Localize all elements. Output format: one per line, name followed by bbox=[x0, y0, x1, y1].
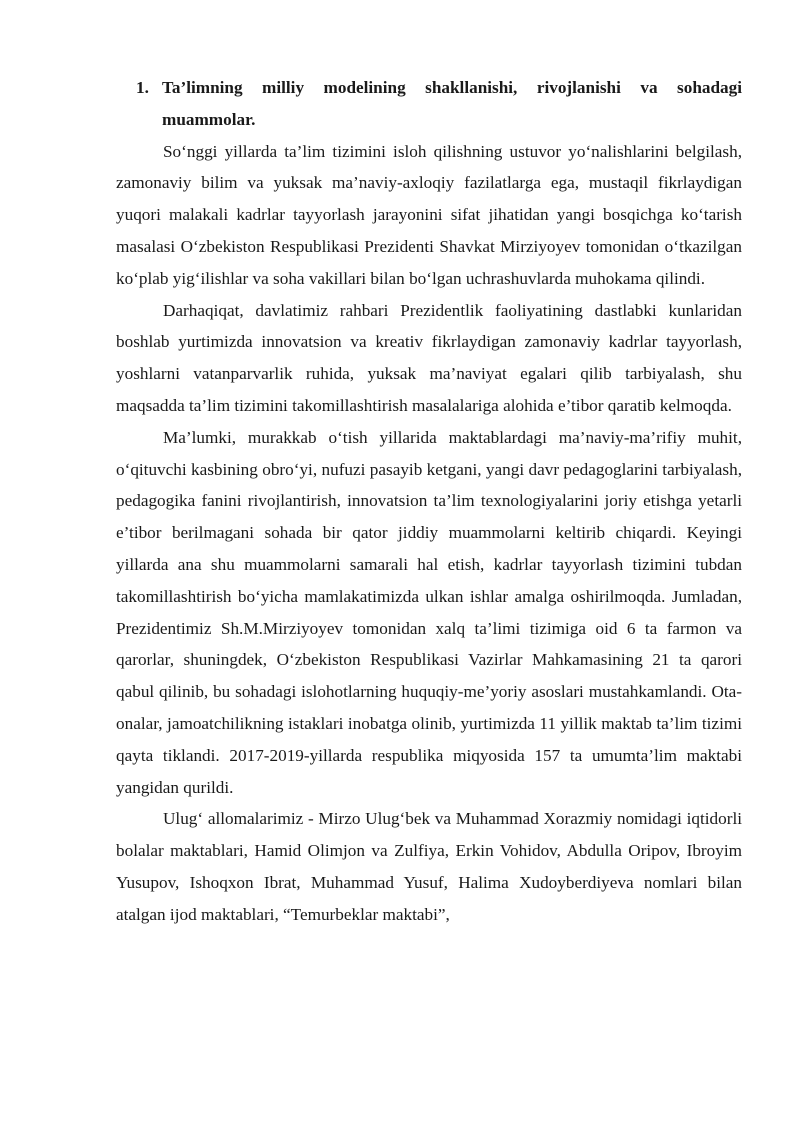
paragraph-4: Ulug‘ allomalarimiz - Mirzo Ulug‘bek va Muhammad Xorazmiy nomidagi iqtidorli bolalar maktablari, Hamid Olimjon va Zulfiya, Erkin Vohidov, Abdulla Oripov, Ibroyim Yusupov, Ishoqxon Ibrat, Muhammad Yusuf, Halima Xudoyberdiyeva nomlari bilan atalgan ijod maktablari, “Temurbeklar maktabi”, bbox=[116, 809, 742, 924]
section-number: 1. bbox=[136, 78, 149, 97]
paragraph-1: So‘nggi yillarda ta’lim tizimini isloh qilishning ustuvor yo‘nalishlarini belgilash, zamonaviy bilim va yuksak ma’naviy-axloqiy fazilatlarga ega, mustaqil fikrlaydigan yuqori malakali kadrlar tayyorlash jarayonini sifat jihatidan yangi bosqichga ko‘tarish masalasi O‘zbekiston Respublikasi Prezidenti Shavkat Mirziyoyev tomonidan o‘tkazilgan ko‘plab yig‘ilishlar va soha vakillari bilan bo‘lgan uchrashuvlarda muhokama qilindi. bbox=[116, 141, 742, 288]
section-title: Ta’limning milliy modelining shakllanishi, rivojlanishi va sohadagi muammolar. bbox=[162, 78, 742, 129]
document-body bbox=[116, 72, 742, 931]
section-heading bbox=[116, 72, 742, 136]
paragraph-2: Darhaqiqat, davlatimiz rahbari Prezidentlik faoliyatining dastlabki kunlaridan boshlab yurtimizda innovatsion va kreativ fikrlaydigan zamonaviy kadrlar tayyorlash, yoshlarni vatanparvarlik ruhida, yuksak ma’naviyat egalari qilib tarbiyalash, shu maqsadda ta’lim tizimini takomillashtirish masalalariga alohida e’tibor qaratib kelmoqda. bbox=[116, 300, 742, 415]
paragraph-3: Ma’lumki, murakkab o‘tish yillarida maktablardagi ma’naviy-ma’rifiy muhit, o‘qituvchi kasbining obro‘yi, nufuzi pasayib ketgani, yangi davr pedagoglarini tarbiyalash, pedagogika fanini rivojlantirish, innovatsion ta’lim texnologiyalarini joriy etishga yetarli e’tibor berilmagani sohada bir qator jiddiy muammolarni keltirib chiqardi. Keyingi yillarda ana shu muammolarni samarali hal etish, kadrlar tayyorlash tizimini tubdan takomillashtirish bo‘yicha mamlakatimizda ulkan ishlar amalga oshirilmoqda. Jumladan, Prezidentimiz Sh.M.Mirziyoyev tomonidan xalq ta’limi tizimiga oid 6 ta farmon va qarorlar, shuningdek, O‘zbekiston Respublikasi Vazirlar Mahkamasining 21 ta qarori qabul qilinib, bu sohadagi islohotlarning huquqiy-me’yoriy asoslari mustahkamlandi. Ota-onalar, jamoatchilikning istaklari inobatga olinib, yurtimizda 11 yillik maktab ta’lim tizimi qayta tiklandi. 2017-2019-yillarda respublika miqyosida 157 ta umumta’lim maktabi yangidan qurildi. bbox=[116, 427, 742, 797]
